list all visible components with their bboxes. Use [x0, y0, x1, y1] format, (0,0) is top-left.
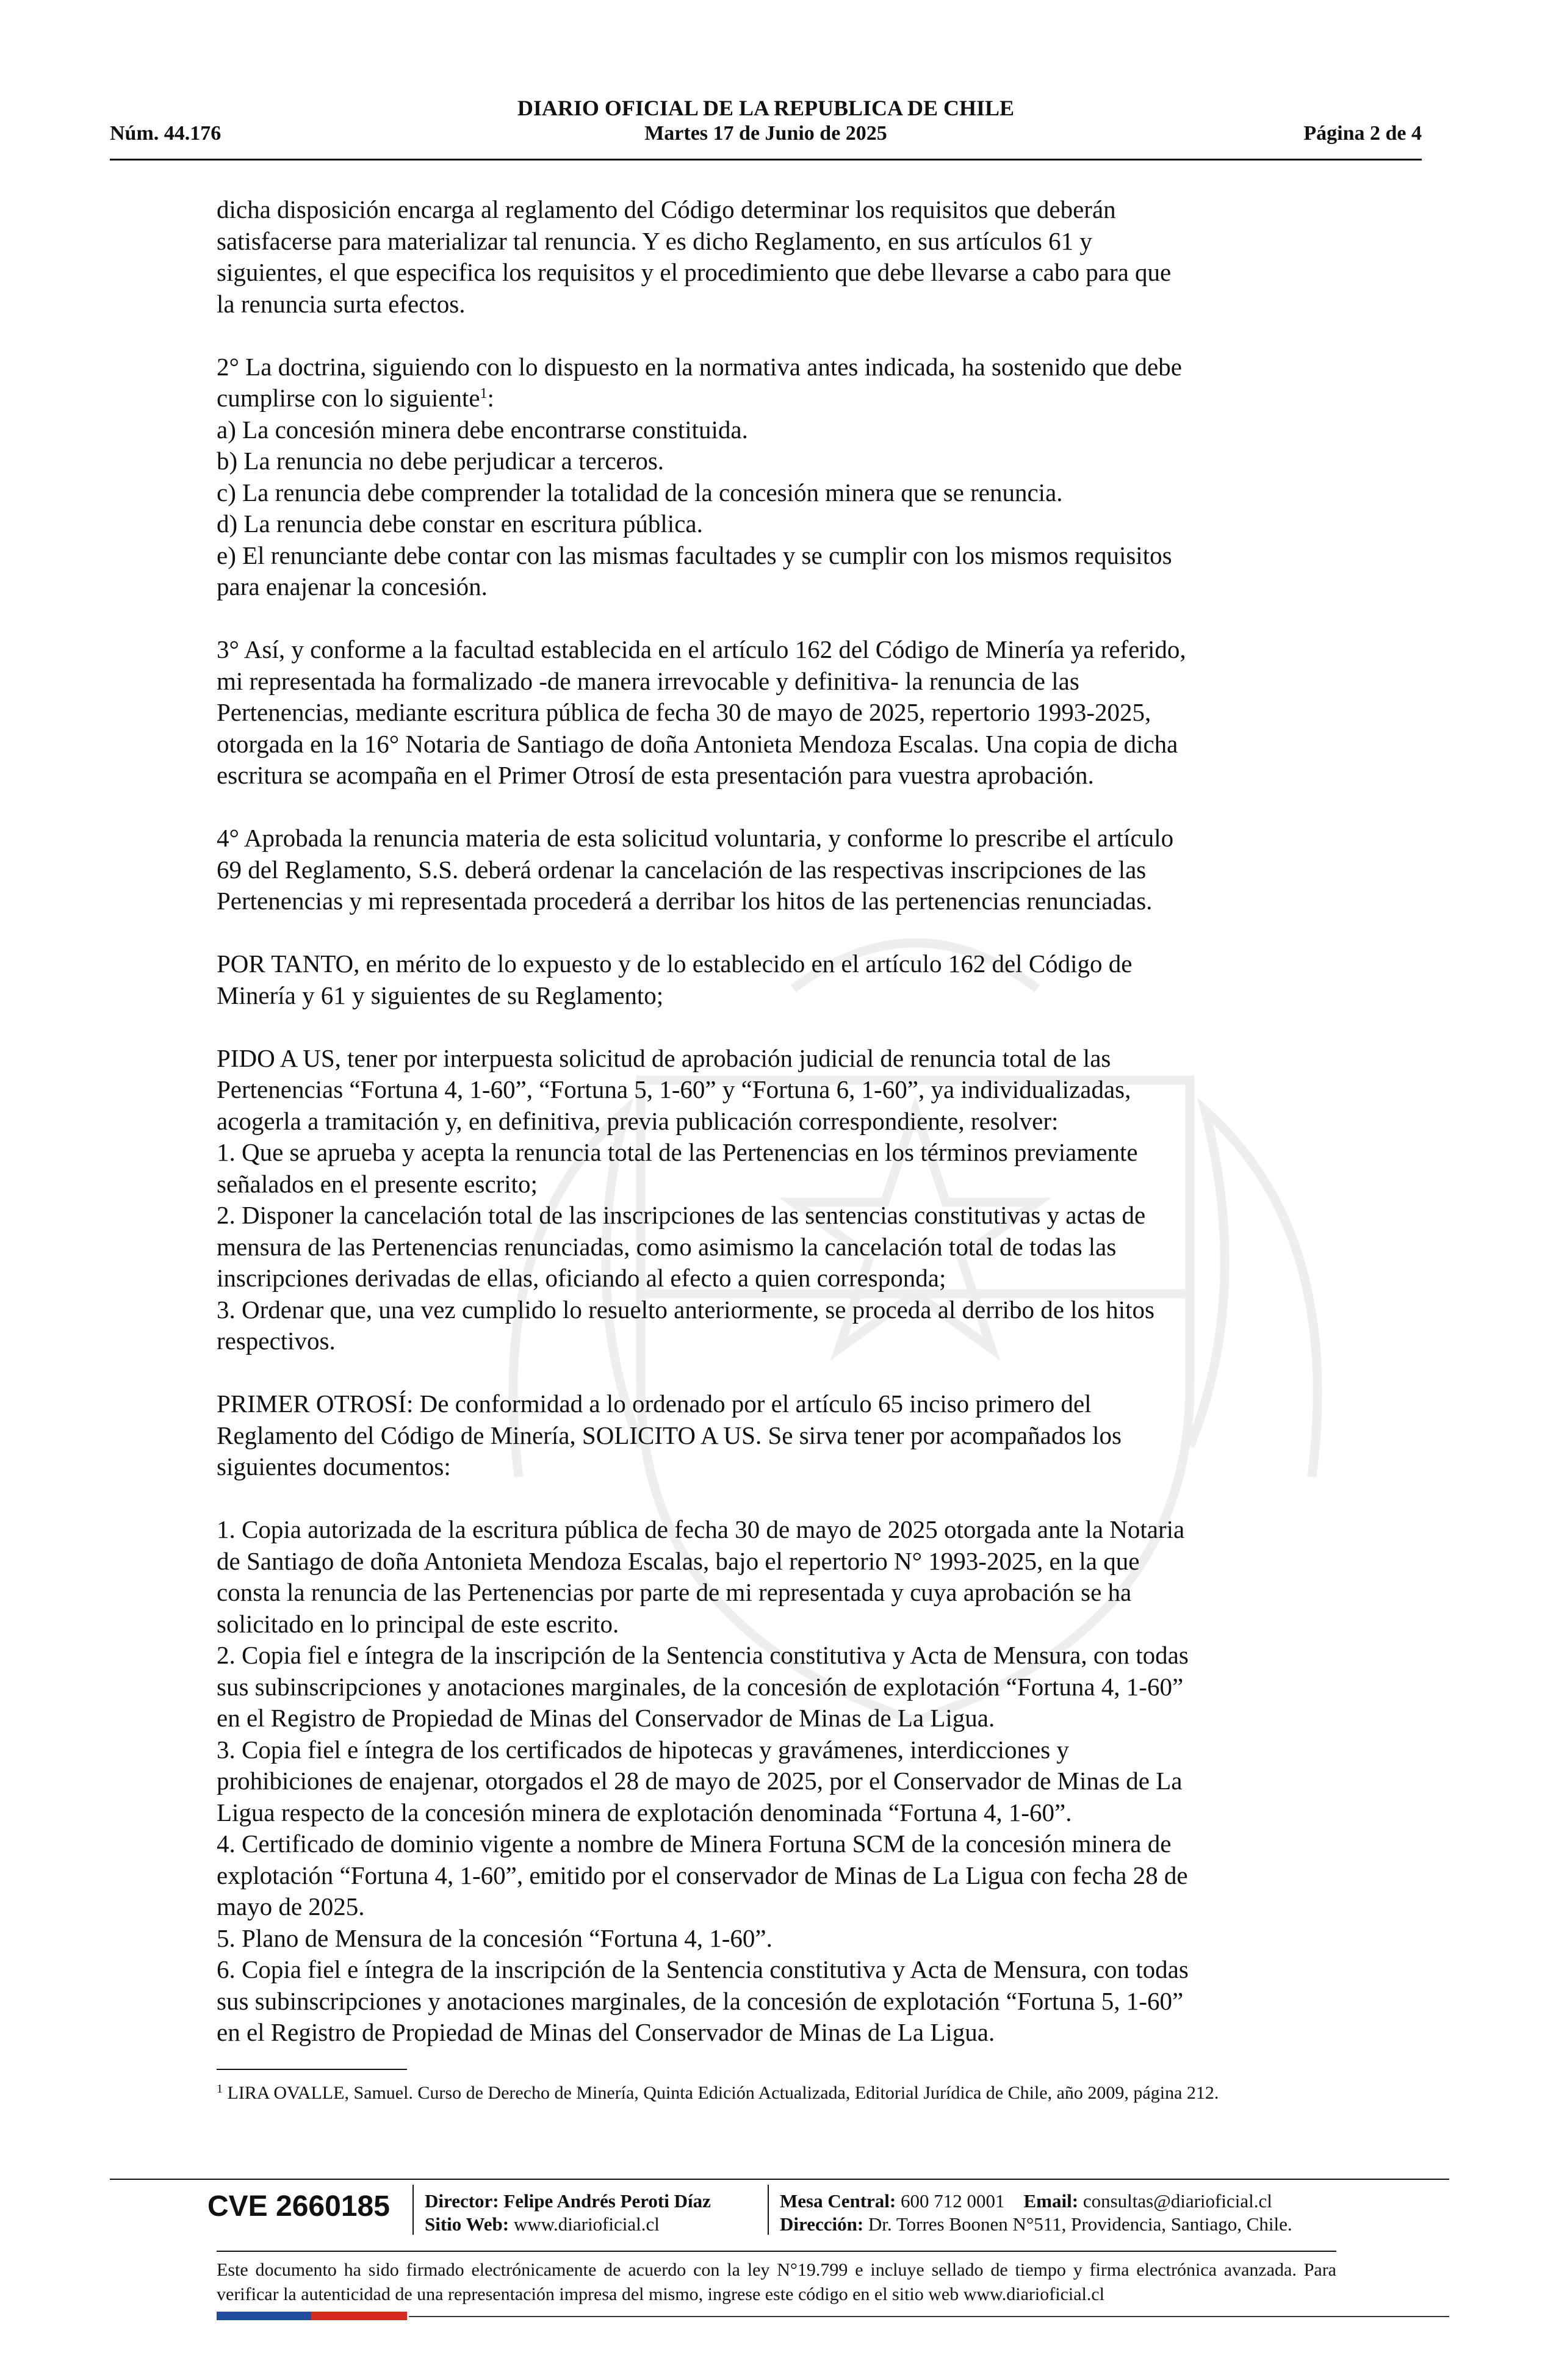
footnote — [217, 2081, 1336, 2105]
list-item: c) La renuncia debe comprender la totalidad de la concesión minera que se renuncia. — [217, 478, 1063, 507]
issue-number: Núm. 44.176 — [110, 122, 222, 145]
text-line: prohibiciones de enajenar, otorgados el 28 de mayo de 2025, por el Conservador de Minas de La — [217, 1767, 1183, 1795]
document-body — [217, 194, 1336, 2080]
list-item: para enajenar la concesión. — [217, 572, 488, 600]
footnote-divider — [217, 2069, 407, 2070]
contact-line — [780, 2190, 1292, 2213]
text-line: 3° Así, y conforme a la facultad establecida en el artículo 162 del Código de Minería ya referido, — [217, 635, 1186, 663]
text-line: Pertenencias y mi representada procederá a derribar los hitos de las pertenencias renunciadas. — [217, 887, 1153, 915]
footnote-reference[interactable]: 1 — [480, 386, 488, 402]
text-line: 2. Copia fiel e íntegra de la inscripción de la Sentencia constitutiva y Acta de Mensura, con todas — [217, 1641, 1189, 1669]
footnote-text: LIRA OVALLE, Samuel. Curso de Derecho de Minería, Quinta Edición Actualizada, Editorial Jurídica de Chile, año 2009, página 212. — [223, 2083, 1219, 2103]
address-text: Dr. Torres Boonen N°511, Providencia, Santiago, Chile. — [868, 2213, 1292, 2235]
email-label: Email: — [1023, 2190, 1079, 2212]
text-line: 2° La doctrina, siguiendo con lo dispuesto en la normativa antes indicada, ha sostenido que debe — [217, 352, 1182, 381]
address-line — [780, 2213, 1292, 2236]
text-line: 3. Ordenar que, una vez cumplido lo resuelto anteriormente, se proceda al derribo de los hitos — [217, 1295, 1154, 1324]
text-fragment: : — [487, 384, 494, 412]
text-line: mensura de las Pertenencias renunciadas, como asimismo la cancelación total de todas las — [217, 1232, 1117, 1261]
cve-code: CVE 2660185 — [207, 2190, 390, 2223]
text-line: otorgada en la 16° Notaria de Santiago de doña Antonieta Mendoza Escalas. Una copia de dicha — [217, 729, 1178, 758]
text-line: solicitado en lo principal de este escrito. — [217, 1609, 619, 1638]
paragraph-4 — [217, 823, 1336, 917]
footer-divider — [217, 2251, 1336, 2252]
address-label: Dirección: — [780, 2213, 864, 2235]
text-line: 1. Que se aprueba y acepta la renuncia total de las Pertenencias en los términos previamente — [217, 1138, 1138, 1166]
text-line: Minería y 61 y siguientes de su Reglamento; — [217, 981, 664, 1009]
text-line: sus subinscripciones y anotaciones marginales, de la concesión de explotación “Fortuna 5, 1-60” — [217, 1986, 1184, 2015]
list-item: a) La concesión minera debe encontrarse constituida. — [217, 415, 748, 444]
site-link[interactable]: www.diarioficial.cl — [513, 2213, 660, 2235]
page-header — [110, 92, 1422, 160]
publication-title: DIARIO OFICIAL DE LA REPUBLICA DE CHILE — [517, 96, 1015, 120]
mesa-phone: 600 712 0001 — [901, 2190, 1005, 2212]
paragraph-primer-otrosi — [217, 1388, 1336, 1483]
text-line: 4° Aprobada la renuncia materia de esta solicitud voluntaria, y conforme lo prescribe el artículo — [217, 824, 1174, 852]
paragraph-por-tanto — [217, 948, 1336, 1011]
paragraph-1 — [217, 194, 1336, 320]
legal-notice: Este documento ha sido firmado electrónicamente de acuerdo con la ley N°19.799 e incluye sellado de tiempo y firma electrónica avanzada. Para verificar la autenticidad de una representación impresa del mismo, ingrese este código en el sitio web www.diarioficial.cl — [217, 2260, 1336, 2304]
text-line: Ligua respecto de la concesión minera de explotación denominada “Fortuna 4, 1-60”. — [217, 1798, 1072, 1826]
text-line: explotación “Fortuna 4, 1-60”, emitido por el conservador de Minas de La Ligua con fecha 28 de — [217, 1861, 1188, 1889]
flag-bar-blue — [217, 2312, 311, 2320]
director-name: Felipe Andrés Peroti Díaz — [503, 2190, 711, 2212]
text-line: sus subinscripciones y anotaciones marginales, de la concesión de explotación “Fortuna 4, 1-60” — [217, 1672, 1184, 1701]
text-line: respectivos. — [217, 1327, 336, 1355]
text-line: PIDO A US, tener por interpuesta solicitud de aprobación judicial de renuncia total de las — [217, 1044, 1111, 1072]
list-item: e) El renunciante debe contar con las mismas facultades y se cumplir con los mismos requisitos — [217, 541, 1172, 569]
flag-bar-red — [311, 2312, 407, 2320]
text-line: Pertenencias, mediante escritura pública de fecha 30 de mayo de 2025, repertorio 1993-2025, — [217, 698, 1151, 726]
text-line: 2. Disponer la cancelación total de las inscripciones de las sentencias constitutivas y actas de — [217, 1201, 1146, 1229]
footer-bottom-rule — [409, 2316, 1449, 2317]
text-line: de Santiago de doña Antonieta Mendoza Escalas, bajo el repertorio N° 1993-2025, en la que — [217, 1546, 1140, 1575]
text-line: 69 del Reglamento, S.S. deberá ordenar la cancelación de las respectivas inscripciones de las — [217, 855, 1147, 884]
director-line — [425, 2190, 711, 2213]
page-number: Página 2 de 4 — [1303, 122, 1422, 145]
footer-divider — [110, 2179, 1449, 2180]
email-link[interactable]: consultas@diarioficial.cl — [1082, 2190, 1272, 2212]
mesa-label: Mesa Central: — [780, 2190, 896, 2212]
paragraph-2 — [217, 352, 1336, 603]
text-line: en el Registro de Propiedad de Minas del Conservador de Minas de La Ligua. — [217, 1704, 995, 1732]
paragraph-3 — [217, 634, 1336, 792]
director-label: Director: — [425, 2190, 499, 2212]
footnote-mark: 1 — [217, 2082, 223, 2096]
text-line: siguientes documentos: — [217, 1452, 451, 1480]
text-line — [217, 383, 1336, 414]
text-line: Reglamento del Código de Minería, SOLICITO A US. Se sirva tener por acompañados los — [217, 1421, 1122, 1449]
site-line — [425, 2213, 711, 2236]
text-line: PRIMER OTROSÍ: De conformidad a lo ordenado por el artículo 65 inciso primero del — [217, 1390, 1092, 1418]
text-line: Pertenencias “Fortuna 4, 1-60”, “Fortuna 5, 1-60” y “Fortuna 6, 1-60”, ya individualizadas, — [217, 1075, 1131, 1103]
text-line: POR TANTO, en mérito de lo expuesto y de lo establecido en el artículo 162 del Código de — [217, 950, 1133, 978]
paragraph-pido — [217, 1043, 1336, 1357]
footer-contact-block — [780, 2190, 1292, 2236]
text-line: 1. Copia autorizada de la escritura pública de fecha 30 de mayo de 2025 otorgada ante la Notaria — [217, 1515, 1185, 1543]
text-fragment: cumplirse con lo siguiente — [217, 384, 480, 412]
footer-separator — [768, 2185, 769, 2235]
text-line: 3. Copia fiel e íntegra de los certificados de hipotecas y gravámenes, interdicciones y — [217, 1735, 1069, 1764]
text-line: acogerla a tramitación y, en definitiva, previa publicación correspondiente, resolver: — [217, 1106, 1059, 1135]
site-label: Sitio Web: — [425, 2213, 510, 2235]
text-line: en el Registro de Propiedad de Minas del Conservador de Minas de La Ligua. — [217, 2018, 995, 2046]
list-item: b) La renuncia no debe perjudicar a terceros. — [217, 447, 665, 475]
text-line: inscripciones derivadas de ellas, oficiando al efecto a quien corresponda; — [217, 1264, 946, 1292]
text-line: 5. Plano de Mensura de la concesión “Fortuna 4, 1-60”. — [217, 1924, 773, 1952]
footer-director-block — [425, 2190, 711, 2236]
text-line: mi representada ha formalizado -de manera irrevocable y definitiva- la renuncia de las — [217, 666, 1079, 695]
paragraph-documents — [217, 1514, 1336, 2049]
text-line: mayo de 2025. — [217, 1892, 365, 1920]
text-line: consta la renuncia de las Pertenencias por parte de mi representada y cuya aprobación se ha — [217, 1578, 1132, 1606]
text-line: satisfacerse para materializar tal renuncia. Y es dicho Reglamento, en sus artículos 61 y — [217, 226, 1092, 255]
list-item: d) La renuncia debe constar en escritura pública. — [217, 510, 703, 538]
text-line: dicha disposición encarga al reglamento del Código determinar los requisitos que deberán — [217, 195, 1116, 223]
text-line: siguientes, el que especifica los requisitos y el procedimiento que debe llevarse a cabo para que — [217, 258, 1172, 286]
issue-date: Martes 17 de Junio de 2025 — [644, 122, 887, 145]
text-line: señalados en el presente escrito; — [217, 1169, 538, 1198]
text-line: 4. Certificado de dominio vigente a nombre de Minera Fortuna SCM de la concesión minera de — [217, 1830, 1172, 1858]
text-line: escritura se acompaña en el Primer Otrosí de esta presentación para vuestra aprobación. — [217, 761, 1094, 789]
text-line: 6. Copia fiel e íntegra de la inscripción de la Sentencia constitutiva y Acta de Mensura, con todas — [217, 1955, 1189, 1983]
footer-separator — [412, 2185, 414, 2235]
text-line: la renuncia surta efectos. — [217, 289, 466, 318]
